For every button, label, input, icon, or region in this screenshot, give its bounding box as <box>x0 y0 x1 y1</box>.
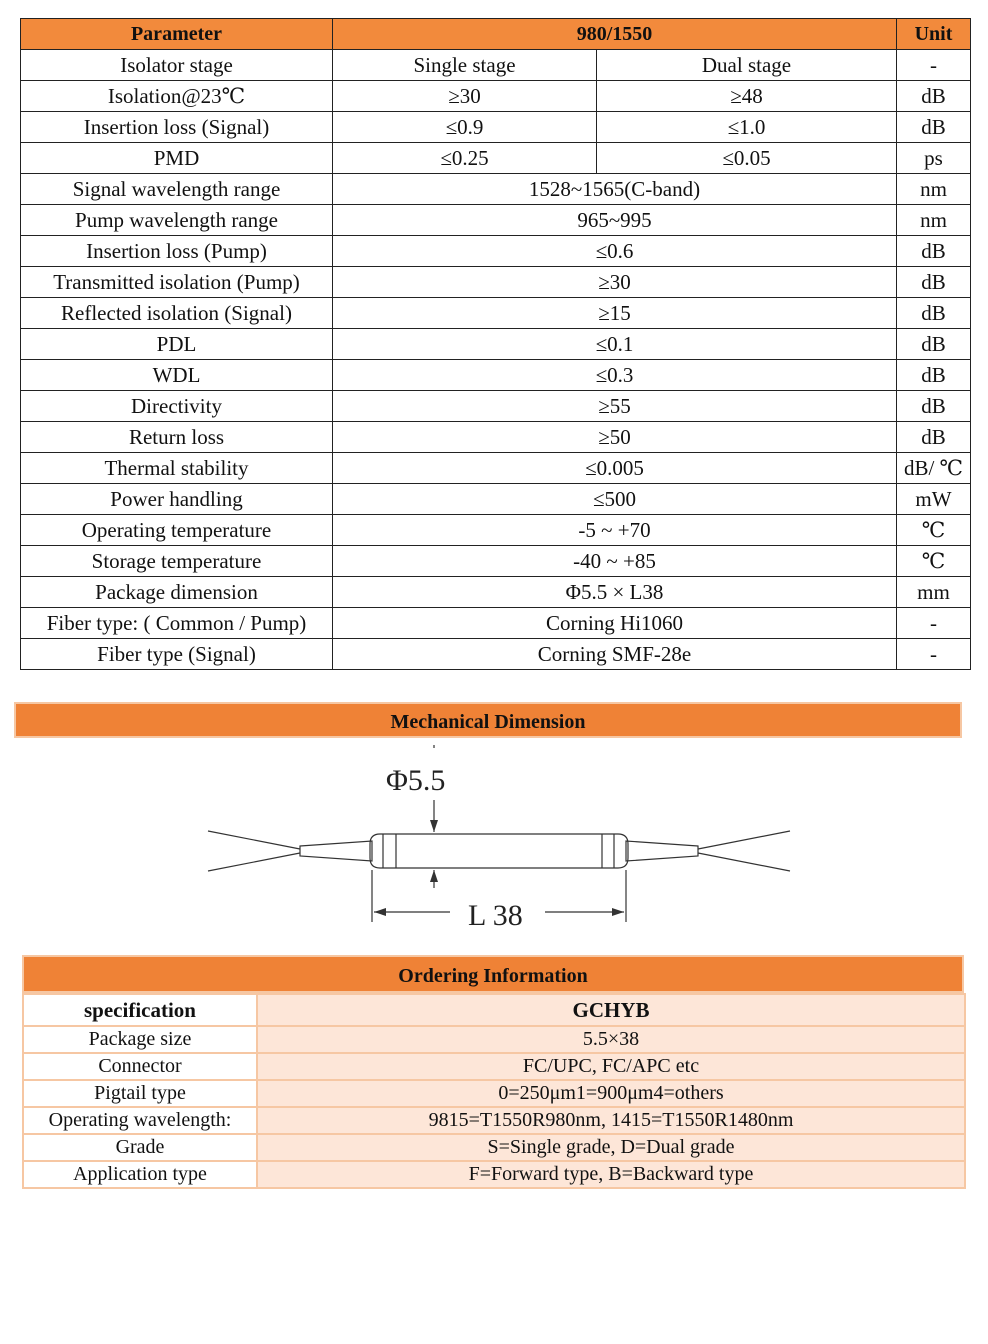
spec-dual-stage: ≤1.0 <box>597 112 897 143</box>
spec-value: ≥55 <box>333 391 897 422</box>
spec-value: Φ5.5 × L38 <box>333 577 897 608</box>
spec-param: Thermal stability <box>21 453 333 484</box>
spec-single-stage: ≥30 <box>333 81 597 112</box>
spec-row <box>21 484 971 515</box>
spec-unit: dB <box>897 112 971 143</box>
spec-unit: - <box>897 639 971 670</box>
spec-row <box>21 422 971 453</box>
spec-dual-stage: Dual stage <box>597 50 897 81</box>
header-parameter: Parameter <box>21 19 333 50</box>
header-model: 980/1550 <box>333 19 897 50</box>
ordering-value: 5.5×38 <box>257 1026 965 1053</box>
ordering-key: Grade <box>23 1134 257 1161</box>
ordering-header-value: GCHYB <box>257 994 965 1026</box>
ordering-row <box>23 1134 965 1161</box>
spec-value: Corning Hi1060 <box>333 608 897 639</box>
left-fiber-upper <box>208 831 300 849</box>
spec-param: Reflected isolation (Signal) <box>21 298 333 329</box>
spec-value: ≥15 <box>333 298 897 329</box>
spec-param: Directivity <box>21 391 333 422</box>
spec-row <box>21 360 971 391</box>
spec-row <box>21 205 971 236</box>
spec-unit: dB <box>897 298 971 329</box>
ordering-key: Package size <box>23 1026 257 1053</box>
ordering-table <box>22 993 966 1189</box>
spec-param: Package dimension <box>21 577 333 608</box>
spec-param: Storage temperature <box>21 546 333 577</box>
ordering-row <box>23 1026 965 1053</box>
spec-value: Corning SMF-28e <box>333 639 897 670</box>
spec-param: Power handling <box>21 484 333 515</box>
right-fiber-upper <box>698 831 790 849</box>
spec-value: ≥50 <box>333 422 897 453</box>
ordering-value: 0=250μm1=900μm4=others <box>257 1080 965 1107</box>
spec-row <box>21 453 971 484</box>
spec-param: PMD <box>21 143 333 174</box>
spec-row <box>21 174 971 205</box>
spec-param: Insertion loss (Pump) <box>21 236 333 267</box>
ordering-title: Ordering Information <box>22 955 964 993</box>
spec-unit: mW <box>897 484 971 515</box>
spec-param: Fiber type: ( Common / Pump) <box>21 608 333 639</box>
spec-value: ≤0.6 <box>333 236 897 267</box>
ordering-value: S=Single grade, D=Dual grade <box>257 1134 965 1161</box>
spec-row <box>21 577 971 608</box>
spec-row <box>21 236 971 267</box>
spec-param: Pump wavelength range <box>21 205 333 236</box>
spec-row <box>21 143 971 174</box>
spec-unit: - <box>897 608 971 639</box>
spec-row <box>21 267 971 298</box>
spec-value: -5 ~ +70 <box>333 515 897 546</box>
spec-param: Insertion loss (Signal) <box>21 112 333 143</box>
ordering-value: F=Forward type, B=Backward type <box>257 1161 965 1188</box>
ordering-row <box>23 1053 965 1080</box>
spec-value: ≥30 <box>333 267 897 298</box>
header-unit: Unit <box>897 19 971 50</box>
spec-row <box>21 50 971 81</box>
spec-unit: dB <box>897 236 971 267</box>
spec-unit: dB <box>897 267 971 298</box>
spec-row <box>21 329 971 360</box>
length-label: L 38 <box>468 899 523 932</box>
spec-unit: dB <box>897 422 971 453</box>
ordering-value: 9815=T1550R980nm, 1415=T1550R1480nm <box>257 1107 965 1134</box>
spec-param: WDL <box>21 360 333 391</box>
spec-table <box>20 18 971 670</box>
device-body <box>370 834 628 868</box>
spec-unit: - <box>897 50 971 81</box>
spec-unit: dB/ ℃ <box>897 453 971 484</box>
spec-value: -40 ~ +85 <box>333 546 897 577</box>
spec-value: 965~995 <box>333 205 897 236</box>
spec-row <box>21 515 971 546</box>
right-fiber-lower <box>698 853 790 871</box>
spec-unit: dB <box>897 329 971 360</box>
right-boot <box>626 841 698 861</box>
mechanical-dimension-title: Mechanical Dimension <box>14 702 962 738</box>
spec-unit: nm <box>897 205 971 236</box>
mechanical-drawing <box>0 740 988 940</box>
spec-unit: nm <box>897 174 971 205</box>
spec-param: PDL <box>21 329 333 360</box>
spec-value: 1528~1565(C-band) <box>333 174 897 205</box>
ordering-header-key: specification <box>23 994 257 1026</box>
ordering-key: Operating wavelength: <box>23 1107 257 1134</box>
spec-row <box>21 112 971 143</box>
spec-row <box>21 298 971 329</box>
spec-unit: ps <box>897 143 971 174</box>
left-boot <box>300 841 372 861</box>
ordering-key: Pigtail type <box>23 1080 257 1107</box>
spec-row <box>21 546 971 577</box>
spec-unit: ℃ <box>897 546 971 577</box>
spec-dual-stage: ≤0.05 <box>597 143 897 174</box>
spec-unit: dB <box>897 391 971 422</box>
spec-unit: mm <box>897 577 971 608</box>
spec-single-stage: Single stage <box>333 50 597 81</box>
ordering-section <box>22 955 964 1189</box>
ordering-key: Application type <box>23 1161 257 1188</box>
spec-unit: dB <box>897 81 971 112</box>
spec-single-stage: ≤0.9 <box>333 112 597 143</box>
ordering-row <box>23 1107 965 1134</box>
spec-param: Signal wavelength range <box>21 174 333 205</box>
spec-param: Operating temperature <box>21 515 333 546</box>
ordering-row <box>23 1161 965 1188</box>
spec-dual-stage: ≥48 <box>597 81 897 112</box>
spec-row <box>21 391 971 422</box>
spec-param: Isolation@23℃ <box>21 81 333 112</box>
spec-param: Isolator stage <box>21 50 333 81</box>
left-fiber-lower <box>208 853 300 871</box>
spec-row <box>21 81 971 112</box>
spec-value: ≤0.005 <box>333 453 897 484</box>
spec-param: Return loss <box>21 422 333 453</box>
ordering-row <box>23 1080 965 1107</box>
spec-single-stage: ≤0.25 <box>333 143 597 174</box>
spec-value: ≤0.1 <box>333 329 897 360</box>
diameter-label: Φ5.5 <box>386 764 446 797</box>
spec-param: Fiber type (Signal) <box>21 639 333 670</box>
spec-unit: ℃ <box>897 515 971 546</box>
spec-value: ≤0.3 <box>333 360 897 391</box>
spec-row <box>21 639 971 670</box>
spec-value: ≤500 <box>333 484 897 515</box>
ordering-header-row <box>23 994 965 1026</box>
spec-row <box>21 608 971 639</box>
ordering-key: Connector <box>23 1053 257 1080</box>
spec-param: Transmitted isolation (Pump) <box>21 267 333 298</box>
spec-header-row <box>21 19 971 50</box>
ordering-value: FC/UPC, FC/APC etc <box>257 1053 965 1080</box>
spec-unit: dB <box>897 360 971 391</box>
